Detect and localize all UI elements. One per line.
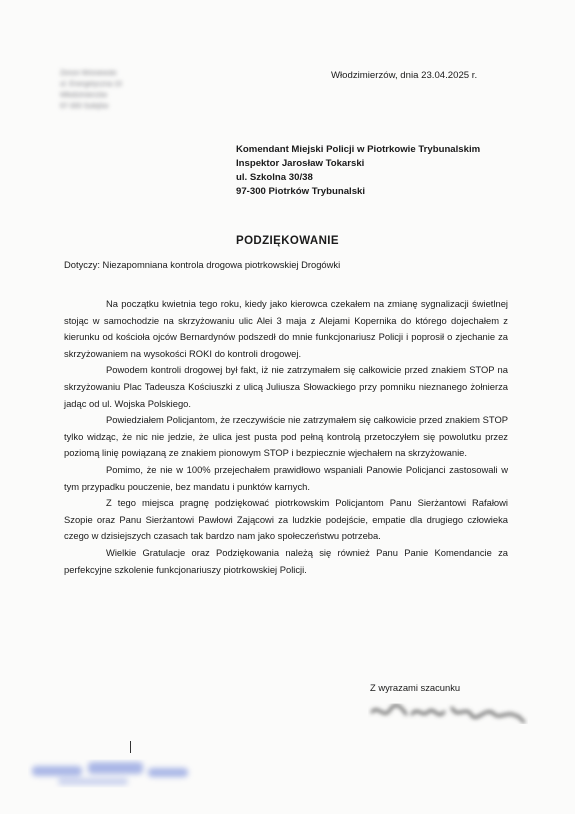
paragraph-4: Pomimo, że nie w 100% przejechałem prawidłowo wspaniali Panowie Policjanci zastosowali w tym przypadku pouczenie, bez mandatu i punktów karnych.: [64, 463, 508, 492]
recipient-line-4: 97-300 Piotrków Trybunalski: [236, 186, 366, 197]
paragraph-1: Na początku kwietnia tego roku, kiedy jako kierowca czekałem na zmianę sygnalizacji świetlnej stojąc w samochodzie na skrzyżowaniu ulic Alei 3 maja z Alejami Kopernika do którego dojechałem z kierunku od kościoła ojców Bernardynów podszedł do mnie funkcjonariusz Policji i poprosił o zjechanie za skrzyżowaniem na wysokości ROKI do kontroli drogowej.: [64, 298, 508, 359]
paragraph-5: Z tego miejsca pragnę podziękować piotrkowskim Policjantom Panu Sierżantowi Rafałowi Szopie oraz Panu Sierżantowi Pawłowi Zającowi za ludzkie podejście, empatie dla drugiego człowieka czego w dzisiejszych czasach tak bardzo nam jako społeczeństwu potrzeba.: [64, 497, 508, 542]
recipient-line-3: ul. Szkolna 30/38: [236, 172, 313, 183]
paragraph-2: Powodem kontroli drogowej był fakt, iż nie zatrzymałem się całkowicie przed znakiem STOP na skrzyżowaniu Plac Tadeusza Kościuszki z ulicą Juliusza Słowackiego przy pomniku nieznanego żołnierza jadąc od ul. Wojska Polskiego.: [64, 364, 508, 409]
recipient-block: [236, 143, 480, 199]
letter-title: PODZIĘKOWANIE: [236, 235, 339, 247]
recipient-line-1: Komendant Miejski Policji w Piotrkowie Trybunalskim: [236, 144, 481, 155]
paragraph-6: Wielkie Gratulacje oraz Podziękowania należą się również Panu Panie Komendancie za perfekcyjne szkolenie funkcjonariuszy piotrkowskiej Policji.: [64, 546, 508, 575]
recipient-line-2: Inspektor Jarosław Tokarski: [236, 158, 365, 169]
closing-line: Z wyrazami szacunku: [370, 682, 461, 693]
paragraph-3: Powiedziałem Policjantom, że rzeczywiście nie zatrzymałem się całkowicie przed znakiem STOP tylko widząc, że nic nie jedzie, że ulica jest pusta pod pełną kontrolą przetoczyłem się powolutku przez poziomą linię powiązaną ze znakiem pionowym STOP i bezpiecznie wjechałem na skrzyżowanie.: [64, 414, 508, 459]
sender-line-3: Włodzimierzów: [60, 92, 108, 99]
signature-redacted: [368, 698, 528, 728]
letter-body: [64, 296, 508, 578]
sender-line-4: 97-300 Sulejów: [60, 103, 109, 110]
sender-line-2: ul. Energetyczna 10: [60, 81, 122, 88]
stamp-redacted: [28, 752, 198, 792]
sender-line-1: Zenon Wiśniewski: [60, 70, 117, 77]
date-line: Włodzimierzów, dnia 23.04.2025 r.: [331, 70, 478, 81]
sender-address-redacted: [60, 68, 140, 112]
subject-line: Dotyczy: Niezapomniana kontrola drogowa piotrkowskiej Drogówki: [64, 259, 341, 270]
